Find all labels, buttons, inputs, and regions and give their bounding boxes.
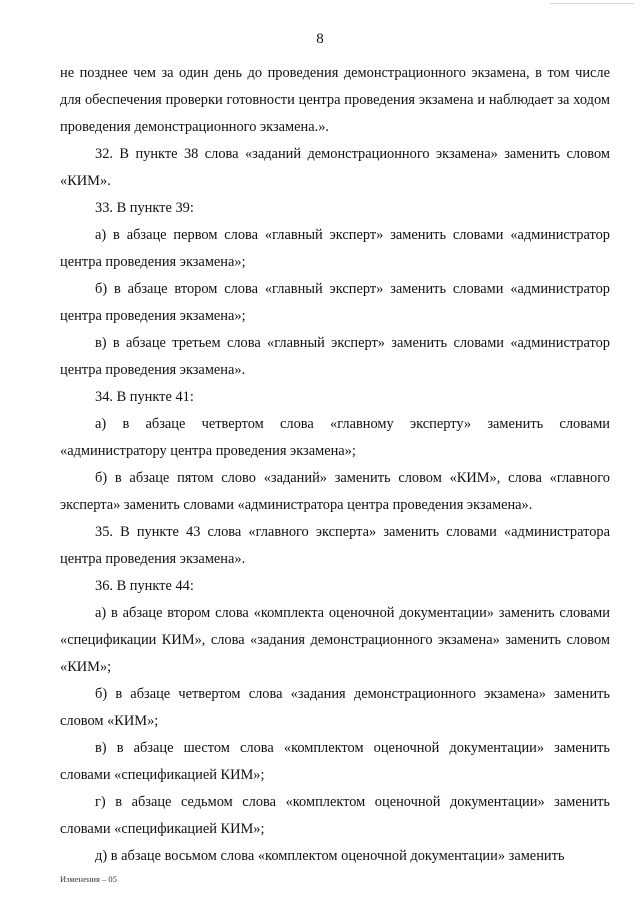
paragraph: б) в абзаце втором слова «главный эксперт» заменить словами «администратор центра проведения экзамена»; xyxy=(60,281,610,324)
scan-edge-mark xyxy=(550,3,634,4)
paragraph: не позднее чем за один день до проведения демонстрационного экзамена, в том числе для обеспечения проверки готовности центра проведения экзамена и наблюдает за ходом проведения демонстрационного экзамена.». xyxy=(60,65,610,135)
paragraph: 35. В пункте 43 слова «главного эксперта» заменить словами «администратора центра проведения экзамена». xyxy=(60,524,610,567)
page-number: 8 xyxy=(316,31,324,47)
paragraph: а) в абзаце втором слова «комплекта оценочной документации» заменить словами «спецификации КИМ», слова «задания демонстрационного экзамена» заменить словом «КИМ»; xyxy=(60,605,610,675)
paragraph: г) в абзаце седьмом слова «комплектом оценочной документации» заменить словами «спецификацией КИМ»; xyxy=(60,794,610,837)
paragraph: б) в абзаце четвертом слова «задания демонстрационного экзамена» заменить словом «КИМ»; xyxy=(60,686,610,729)
paragraph: 33. В пункте 39: xyxy=(95,200,194,216)
footer-revision-note: Изменения – 05 xyxy=(60,874,117,884)
paragraph: б) в абзаце пятом слово «заданий» заменить словом «КИМ», слова «главного эксперта» заменить словами «администратора центра проведения экзамена». xyxy=(60,470,610,513)
paragraph: 34. В пункте 41: xyxy=(95,389,194,405)
paragraph: а) в абзаце первом слова «главный эксперт» заменить словами «администратор центра проведения экзамена»; xyxy=(60,227,610,270)
paragraph: 32. В пункте 38 слова «заданий демонстрационного экзамена» заменить словом «КИМ». xyxy=(60,146,610,189)
document-body xyxy=(60,60,610,870)
paragraph: в) в абзаце шестом слова «комплектом оценочной документации» заменить словами «спецификацией КИМ»; xyxy=(60,740,610,783)
paragraph: а) в абзаце четвертом слова «главному эксперту» заменить словами «администратору центра проведения экзамена»; xyxy=(60,416,610,459)
paragraph: в) в абзаце третьем слова «главный эксперт» заменить словами «администратор центра проведения экзамена». xyxy=(60,335,610,378)
paragraph: 36. В пункте 44: xyxy=(95,578,194,594)
paragraph: д) в абзаце восьмом слова «комплектом оценочной документации» заменить xyxy=(95,848,565,864)
